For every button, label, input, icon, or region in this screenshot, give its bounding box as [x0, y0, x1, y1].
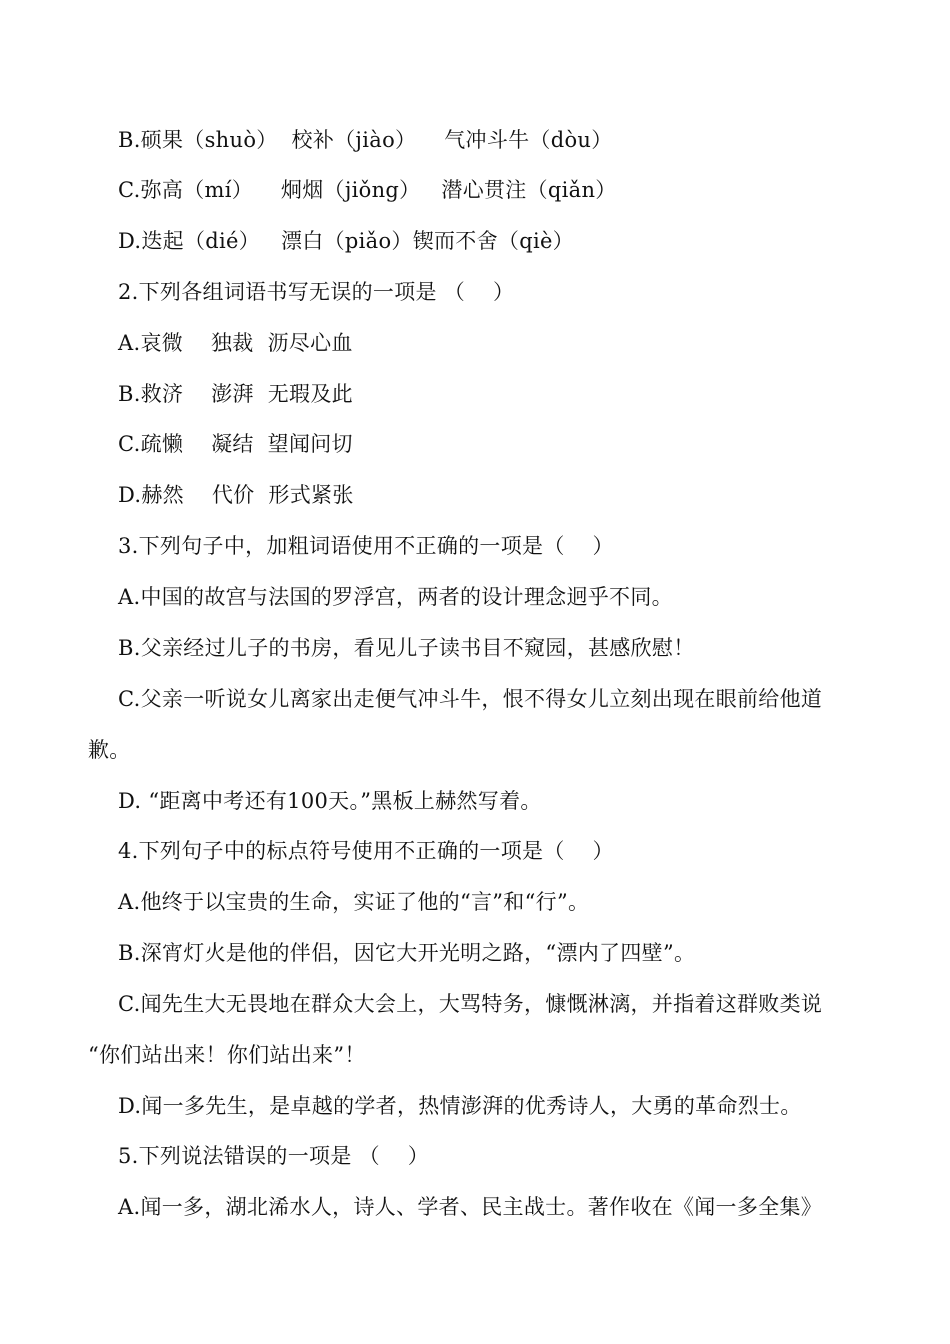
option-2c: C.疏懒 凝结 望闻问切: [118, 432, 353, 456]
option-3c-continued: 歉。: [88, 738, 131, 762]
question-2: 2.下列各组词语书写无误的一项是 （ ）: [118, 280, 515, 304]
option-4c: C.闻先生大无畏地在群众大会上，大骂特务，慷慨淋漓，并指着这群败类说: [118, 992, 823, 1016]
option-1b: B.硕果（shuò） 校补（jiào） 气冲斗牛（dòu）: [118, 128, 613, 152]
option-4b: B.深宵灯火是他的伴侣，因它大开光明之路，“漂内了四壁”。: [118, 941, 696, 965]
option-3a: A.中国的故宫与法国的罗浮宫，两者的设计理念迥乎不同。: [118, 585, 673, 609]
option-1d: D.迭起（dié） 漂白（piǎo）锲而不舍（qiè）: [118, 229, 574, 253]
option-4d: D.闻一多先生，是卓越的学者，热情澎湃的优秀诗人，大勇的革命烈士。: [118, 1094, 802, 1118]
option-2b: B.救济 澎湃 无瑕及此: [118, 382, 353, 406]
option-4c-continued: “你们站出来！你们站出来”！: [88, 1043, 366, 1067]
option-2a: A.哀微 独裁 沥尽心血: [118, 331, 353, 355]
question-4: 4.下列句子中的标点符号使用不正确的一项是（ ）: [118, 839, 614, 863]
question-3: 3.下列句子中，加粗词语使用不正确的一项是（ ）: [118, 534, 614, 558]
option-4a: A.他终于以宝贵的生命，实证了他的“言”和“行”。: [118, 890, 590, 914]
option-2d: D.赫然 代价 形式紧张: [118, 483, 354, 507]
option-3b: B.父亲经过儿子的书房，看见儿子读书目不窥园，甚感欣慰！: [118, 636, 695, 660]
question-5: 5.下列说法错误的一项是 （ ）: [118, 1144, 430, 1168]
option-3c: C.父亲一听说女儿离家出走便气冲斗牛，恨不得女儿立刻出现在眼前给他道: [118, 687, 823, 711]
option-5a: A.闻一多，湖北浠水人，诗人、学者、民主战士。著作收在《闻一多全集》: [118, 1195, 823, 1219]
option-1c: C.弥高（mí） 炯烟（jiǒng） 潜心贯注（qiǎn）: [118, 178, 617, 202]
option-3d: D. “距离中考还有100天。”黑板上赫然写着。: [118, 789, 542, 813]
